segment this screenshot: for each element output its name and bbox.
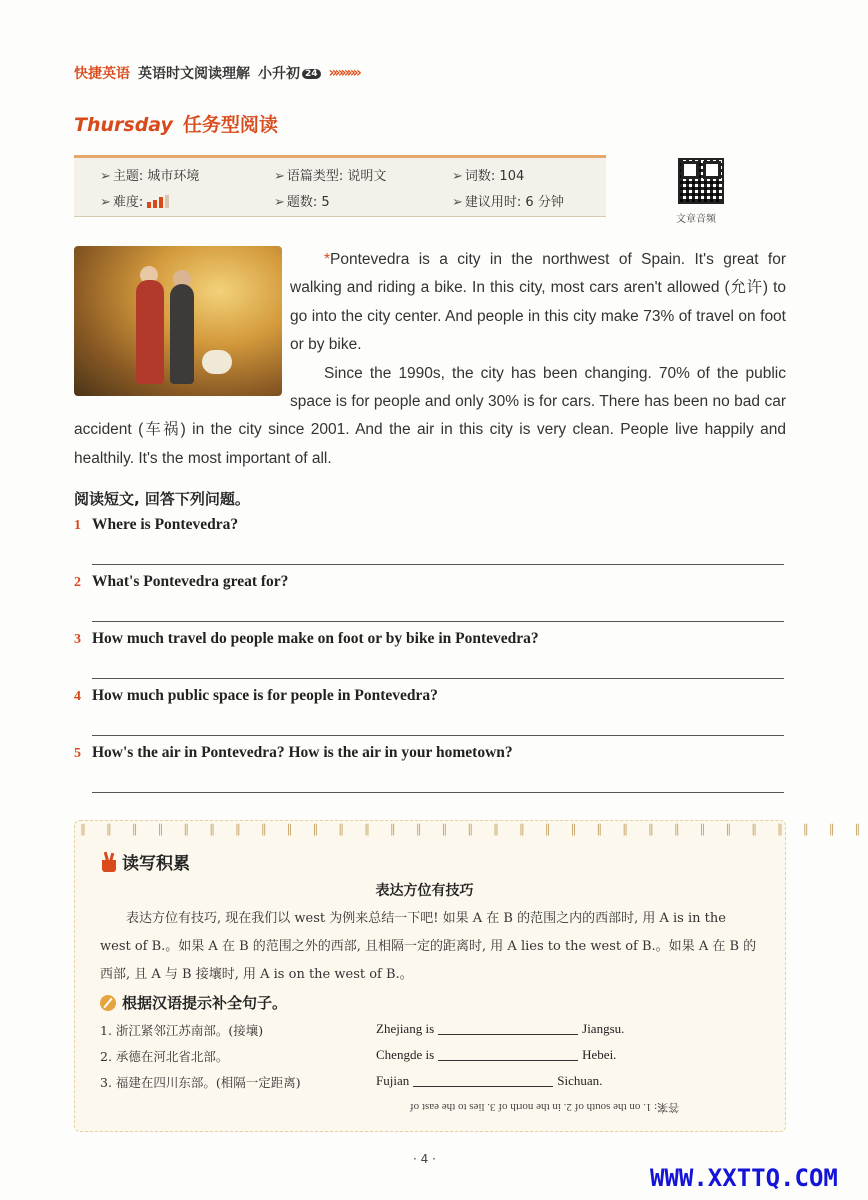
question-number: 1 — [74, 518, 81, 533]
question-text: How much public space is for people in Pontevedra? — [92, 687, 438, 704]
answer-line-2[interactable] — [92, 621, 784, 622]
arrow-marker-icon: ➢ — [452, 195, 463, 210]
question-text: Where is Pontevedra? — [92, 516, 239, 533]
question-text: How's the air in Pontevedra? How is the air in your hometown? — [92, 744, 513, 761]
question-4 — [74, 687, 438, 705]
chevrons-icon: »»»»» — [328, 65, 359, 81]
grade-level — [258, 63, 321, 83]
exercise-end: Hebei. — [582, 1047, 617, 1062]
difficulty-bar — [159, 197, 163, 208]
exercise-end: Sichuan. — [557, 1073, 603, 1088]
exercise-fill-3 — [376, 1073, 602, 1089]
page-number: · 4 · — [413, 1152, 436, 1166]
question-1 — [74, 516, 238, 534]
info-question-count — [274, 191, 330, 210]
fill-blank-3[interactable] — [413, 1086, 553, 1087]
answer-line-3[interactable] — [92, 678, 784, 679]
info-genre-text: 语篇类型: 说明文 — [286, 169, 387, 184]
difficulty-bar — [153, 200, 157, 209]
tip-body: 表达方位有技巧, 现在我们以 west 为例来总结一下吧! 如果 A 在 B 的范围之内的西部时, 用 A is in the west of B.。如果 A 在 B 的范围之外的西部, 且相隔一定的距离时, 用 A lies to the west of B.。如果 A 在 B 的西部, 且 A 与 B 接壤时, 用 A is on the west of B.。 — [100, 911, 757, 982]
arrow-marker-icon: ➢ — [100, 169, 111, 184]
site-watermark: WWW.XXTTQ.COM — [650, 1164, 838, 1192]
question-3 — [74, 630, 539, 648]
decorative-ticks: ∥ ∥ ∥ ∥ ∥ ∥ ∥ ∥ ∥ ∥ ∥ ∥ ∥ ∥ ∥ ∥ ∥ ∥ ∥ ∥ ∥ ∥ ∥ ∥ ∥ ∥ ∥ ∥ ∥ ∥ ∥ — [80, 822, 868, 836]
exercise-item-3: 3. 福建在四川东部。(相隔一定距离) — [100, 1075, 301, 1090]
pencil-cup-icon — [100, 852, 118, 872]
exercise-fill-2 — [376, 1047, 616, 1063]
difficulty-bar — [165, 195, 169, 209]
info-topic — [100, 165, 199, 184]
info-topic-text: 主题: 城市环境 — [112, 169, 200, 184]
box-title — [100, 849, 190, 874]
questions-intro: 阅读短文, 回答下列问题。 — [74, 490, 250, 508]
grade-badge: 24 — [302, 69, 321, 79]
grade-text: 小升初 — [258, 66, 300, 82]
info-genre — [274, 165, 386, 184]
task-type: 任务型阅读 — [182, 114, 278, 136]
exercise-item-2: 2. 承德在河北省北部。 — [100, 1049, 229, 1064]
exercise-fill-1 — [376, 1021, 624, 1037]
difficulty-bars-icon — [147, 195, 169, 208]
answer-line-5[interactable] — [92, 792, 784, 793]
fill-blank-1[interactable] — [438, 1034, 578, 1035]
qr-label: 文章音频 — [676, 214, 716, 225]
exercise-title-text: 根据汉语提示补全句子。 — [122, 994, 288, 1012]
photo-spacer — [74, 246, 290, 404]
reading-info-box — [74, 155, 606, 217]
answer-line-1[interactable] — [92, 564, 784, 565]
info-difficulty-label: 难度: — [112, 195, 144, 210]
exercise-start: Zhejiang is — [376, 1021, 435, 1036]
pencil-icon — [100, 995, 116, 1011]
box-title-text: 读写积累 — [122, 854, 190, 874]
series-name: 英语时文阅读理解 — [138, 66, 250, 82]
info-words-text: 词数: 104 — [464, 169, 525, 184]
exercise-item-1: 1. 浙江紧邻江苏南部。(接壤) — [100, 1023, 264, 1038]
exercise-start: Fujian — [376, 1073, 410, 1088]
question-text: How much travel do people make on foot or by bike in Pontevedra? — [92, 630, 539, 647]
passage-paragraph-2: Since the 1990s, the city has been changing. 70% of the public space is for people and only 30% is for cars. There has been no bad car accident (车祸) in the city since 2001. And the air in this city is very clean. People live happily and healthily. It's the most important of all. — [74, 364, 786, 467]
book-header — [74, 62, 359, 84]
arrow-marker-icon: ➢ — [274, 169, 285, 184]
tip-title: 表达方位有技巧 — [375, 883, 474, 899]
question-number: 2 — [74, 575, 81, 590]
question-5 — [74, 744, 513, 762]
passage-paragraph-1-text: Pontevedra is a city in the northwest of Spain. It's great for walking and riding a bike. In this city, most cars aren't allowed (允许) to go into the city center. And people in this city make 73% of travel on foot or by bike. — [290, 251, 786, 354]
fill-blank-2[interactable] — [438, 1060, 578, 1061]
reading-passage — [74, 246, 786, 473]
answer-key-upside-down: 答案: 1. on the south of 2. in the north of 3. lies to the east of — [410, 1101, 680, 1113]
exercise-end: Jiangsu. — [582, 1021, 625, 1036]
exercise-title — [100, 992, 287, 1013]
arrow-marker-icon: ➢ — [274, 195, 285, 210]
question-2 — [74, 573, 288, 591]
info-question-count-text: 题数: 5 — [286, 195, 330, 210]
arrow-marker-icon: ➢ — [452, 169, 463, 184]
question-number: 5 — [74, 746, 81, 761]
info-time-text: 建议用时: 6 分钟 — [464, 195, 564, 210]
difficulty-bar — [147, 202, 151, 208]
day-label: Thursday — [74, 114, 173, 136]
info-words — [452, 165, 524, 184]
info-time — [452, 191, 564, 210]
exercise-start: Chengde is — [376, 1047, 435, 1062]
brand-name: 快捷英语 — [74, 66, 130, 82]
star-marker: * — [324, 251, 331, 268]
question-number: 4 — [74, 689, 81, 704]
question-number: 3 — [74, 632, 81, 647]
section-title — [74, 110, 278, 137]
info-difficulty — [100, 191, 169, 210]
arrow-marker-icon: ➢ — [100, 195, 111, 210]
answer-line-4[interactable] — [92, 735, 784, 736]
qr-code-icon[interactable] — [678, 158, 724, 204]
question-text: What's Pontevedra great for? — [92, 573, 289, 590]
